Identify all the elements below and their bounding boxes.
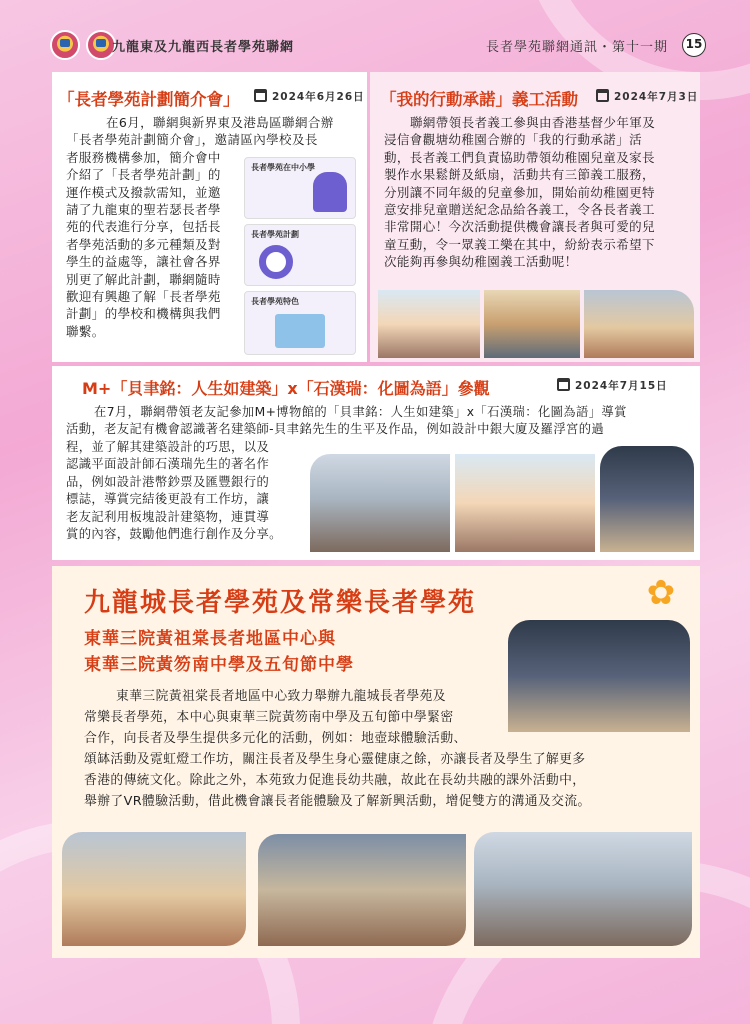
section-body bbox=[384, 114, 694, 271]
activity-photo bbox=[62, 832, 246, 946]
text-line: 浸信會觀塘幼稚園合辦的「我的行動承諾」活 bbox=[384, 132, 643, 148]
section-body-continued bbox=[84, 749, 696, 812]
text-line: 請了九龍東的聖若瑟長者學 bbox=[66, 202, 221, 218]
section-body-continued bbox=[66, 439, 306, 543]
calendar-icon bbox=[596, 89, 609, 102]
text-line: 介紹了「長者學苑計劃」的 bbox=[66, 167, 221, 183]
text-line: 標誌，導賞完結後更設有工作坊，讓 bbox=[66, 492, 270, 507]
text-line: 動，長者義工們負責協助帶領幼稚園兒童及家長 bbox=[384, 149, 655, 165]
activity-photo bbox=[584, 290, 694, 358]
section-subtitle: 東華三院黃笏南中學及五旬節中學 bbox=[84, 655, 354, 675]
museum-photo bbox=[600, 446, 694, 552]
text-line: 活動，老友記有機會認識著名建築師-貝聿銘先生的生平及作品，例如設計中銀大廈及羅浮宮的過 bbox=[66, 422, 605, 437]
section-title: 「長者學苑計劃簡介會」 bbox=[58, 90, 240, 109]
text-line: 在6月，聯網與新界東及港島區聯網合辦 bbox=[106, 115, 334, 130]
activity-photo bbox=[378, 290, 480, 358]
calendar-icon bbox=[254, 89, 267, 102]
page-header bbox=[0, 28, 750, 64]
text-line: 非常開心！今次活動提供機會讓長者與可愛的兒 bbox=[384, 219, 655, 235]
text-line: 意安排兒童贈送紀念品給各義工，令各長者義工 bbox=[384, 202, 655, 218]
presentation-slide bbox=[244, 157, 356, 219]
elder-academy-logo bbox=[50, 30, 80, 60]
text-line: 製作水果鬆餅及紙扇，活動共有三節義工服務， bbox=[384, 167, 655, 183]
text-line: 計劃」的學校和機構與我們 bbox=[66, 306, 221, 322]
target-icon bbox=[259, 245, 293, 279]
text-line: 別更了解此計劃，聯網隨時 bbox=[66, 271, 221, 287]
flower-icon: ✿ bbox=[646, 573, 676, 613]
text-line: 程，並了解其建築設計的巧思，以及 bbox=[66, 440, 270, 454]
slide-illustration bbox=[275, 314, 325, 348]
volunteer-activity-panel bbox=[370, 72, 700, 362]
text-line: 老友記利用板塊設計建築物，連貫導 bbox=[66, 509, 270, 524]
section-body bbox=[66, 404, 696, 439]
activity-photo bbox=[474, 832, 692, 946]
section-title: 九龍城長者學苑及常樂長者學苑 bbox=[84, 588, 477, 618]
briefing-session-panel bbox=[52, 72, 367, 362]
slide-illustration bbox=[313, 172, 347, 212]
presentation-slide bbox=[244, 291, 356, 355]
text-line: 分別讓不同年級的兒童參加，開始前幼稚園更特 bbox=[384, 184, 655, 200]
text-line: 舉辦了VR體驗活動，借此機會讓長者能體驗及了解新興活動，增促雙方的溝通及交流。 bbox=[84, 794, 591, 809]
text-line: 「長者學苑計劃簡介會」，邀請區內學校及長 bbox=[66, 132, 318, 148]
text-line: 在7月，聯網帶領老友記參加M+博物館的「貝聿銘：人生如建築」x「石漢瑞：化圖為語」導賞 bbox=[94, 405, 627, 419]
activity-photo bbox=[484, 290, 580, 358]
section-body bbox=[84, 686, 504, 749]
activity-photo bbox=[258, 834, 466, 946]
presentation-slide bbox=[244, 224, 356, 286]
text-line: 者學苑活動的多元種類及對 bbox=[66, 236, 221, 252]
section-date: 2024年7月3日 bbox=[614, 91, 699, 103]
text-line: 東華三院黃祖棠長者地區中心致力舉辦九龍城長者學苑及 bbox=[116, 689, 446, 704]
slide-title: 長者學苑特色 bbox=[251, 297, 299, 306]
text-line: 苑的代表進行分享，包括長 bbox=[66, 219, 221, 235]
text-line: 次能夠再參與幼稚園義工活動呢！ bbox=[384, 254, 578, 270]
section-subtitle: 東華三院黃祖棠長者地區中心與 bbox=[84, 629, 336, 649]
section-title: M+「貝聿銘：人生如建築」x「石漢瑞：化圖為語」參觀 bbox=[82, 379, 490, 398]
section-title: 「我的行動承諾」義工活動 bbox=[380, 90, 578, 109]
text-line: 者服務機構參加，簡介會中 bbox=[66, 149, 221, 165]
text-line: 頌缽活動及霓虹燈工作坊，關注長者及學生身心靈健康之餘，亦讓長者及學生了解更多 bbox=[84, 752, 586, 767]
calendar-icon bbox=[557, 378, 570, 391]
text-line: 學生的益處等，讓社會各界 bbox=[66, 254, 221, 270]
slide-title: 長者學苑在中小學 bbox=[251, 163, 315, 172]
section-date: 2024年7月15日 bbox=[575, 380, 668, 392]
text-line: 聯繫。 bbox=[66, 323, 105, 339]
slide-title: 長者學苑計劃 bbox=[251, 230, 299, 239]
group-photo bbox=[508, 620, 690, 732]
text-line: 運作模式及撥款需知，並邀 bbox=[66, 184, 221, 200]
text-line: 常樂長者學苑，本中心與東華三院黃笏南中學及五旬節中學緊密 bbox=[84, 710, 454, 725]
text-line: 歡迎有興趣了解「長者學苑 bbox=[66, 289, 221, 305]
page-number: 15 bbox=[682, 33, 706, 57]
text-line: 香港的傳統文化。除此之外，本苑致力促進長幼共融，故此在長幼共融的課外活動中， bbox=[84, 773, 586, 788]
newsletter-issue: 長者學苑聯網通訊・第十一期 bbox=[486, 40, 669, 55]
text-line: 認識平面設計師石漢瑞先生的著名作 bbox=[66, 457, 270, 472]
text-line: 合作，向長者及學生提供多元化的活動，例如：地壺球體驗活動、 bbox=[84, 731, 467, 746]
org-title: 九龍東及九龍西長者學苑聯網 bbox=[112, 40, 295, 55]
text-line: 童互動，令一眾義工樂在其中，紛紛表示希望下 bbox=[384, 236, 655, 252]
text-line: 聯網帶領長者義工參與由香港基督少年軍及 bbox=[410, 115, 656, 130]
text-line: 賞的內容，鼓勵他們進行創作及分享。 bbox=[66, 527, 282, 542]
museum-visit-panel bbox=[52, 366, 700, 560]
text-line: 品，例如設計港幣鈔票及匯豐銀行的 bbox=[66, 474, 270, 489]
section-date: 2024年6月26日 bbox=[272, 91, 365, 103]
museum-photo bbox=[455, 454, 595, 552]
museum-photo bbox=[310, 454, 450, 552]
